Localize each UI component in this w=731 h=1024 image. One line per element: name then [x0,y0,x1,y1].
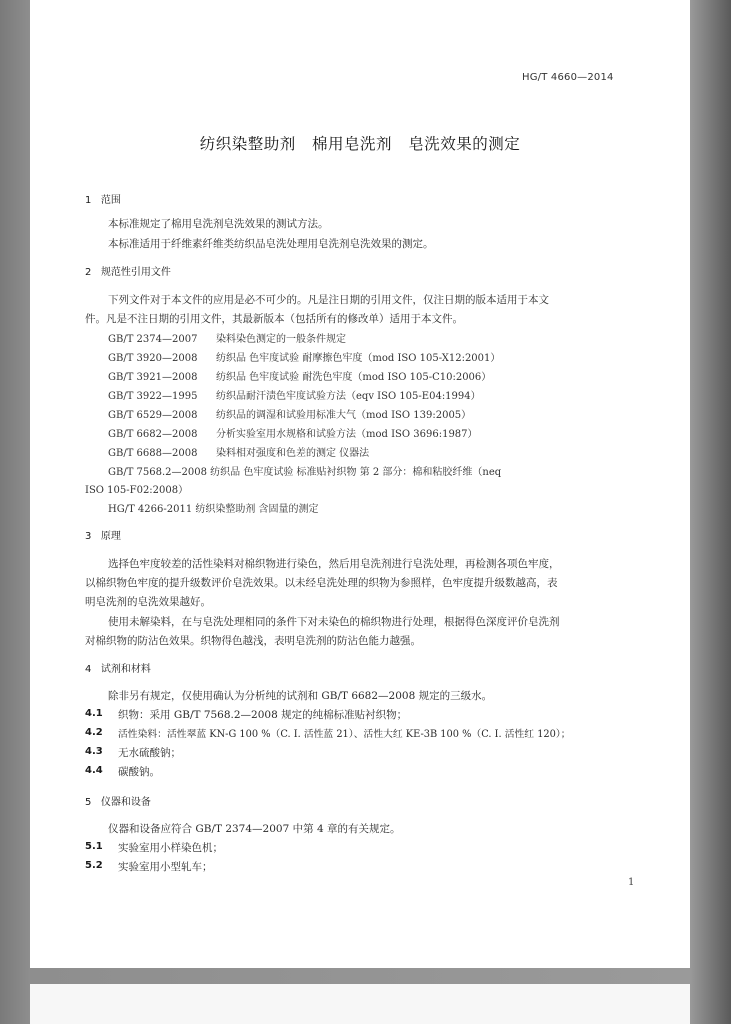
reference-item: GB/T 3922—1995 纺织品耐汗渍色牢度试验方法（eqv ISO 105-E04:1994） [108,391,481,402]
paragraph: 对棉织物的防沾色效果。织物得色越浅，表明皂洗剂的防沾色能力越强。 [85,635,421,647]
section-number: 4 [85,664,92,675]
reference-item: GB/T 2374—2007 染料染色测定的一般条件规定 [108,334,346,345]
section-title: 规范性引用文件 [100,267,171,278]
section-number: 2 [85,267,92,278]
clause-number: 4.2 [85,727,103,738]
section-2-heading [85,263,171,278]
next-page-edge [30,984,690,1024]
clause-number: 4.3 [85,746,103,757]
reference-item: HG/T 4266-2011 纺织染整助剂 含固量的测定 [108,504,319,515]
section-number: 1 [85,195,92,206]
section-number: 3 [85,531,92,542]
reference-item-continued: ISO 105-F02:2008） [85,485,189,496]
paragraph: 下列文件对于本文件的应用是必不可少的。凡是注日期的引用文件，仅注日期的版本适用于本文 [108,294,549,306]
reference-item: GB/T 6688—2008 染料相对强度和色差的测定 仪器法 [108,448,370,459]
paragraph: 选择色牢度较差的活性染料对棉织物进行染色，然后用皂洗剂进行皂洗处理，再检测各项色牢度， [108,558,560,570]
clause-number: 4.4 [85,765,103,776]
paragraph: 使用未解染料，在与皂洗处理相同的条件下对未染色的棉织物进行处理，根据得色深度评价皂洗剂 [108,616,560,628]
section-4-heading [85,660,151,675]
paragraph: 明皂洗剂的皂洗效果越好。 [85,596,211,608]
clause-text: 实验室用小型轧车； [118,861,213,873]
section-title: 仪器和设备 [100,797,151,808]
clause-number: 5.2 [85,860,103,871]
clause-number: 5.1 [85,841,103,852]
reference-item: GB/T 3920—2008 纺织品 色牢度试验 耐摩擦色牢度（mod ISO 105-X12:2001） [108,353,501,364]
clause-text: 活性染料：活性翠蓝 KN-G 100 %（C. I. 活性蓝 21）、活性大红 KE-3B 100 %（C. I. 活性红 120）； [118,729,571,740]
section-5-heading [85,793,151,808]
paragraph: 件。凡是不注日期的引用文件，其最新版本（包括所有的修改单）适用于本文件。 [85,313,463,325]
page-title: 纺织染整助剂 棉用皂洗剂 皂洗效果的测定 [199,135,521,153]
paragraph: 除非另有规定，仅使用确认为分析纯的试剂和 GB/T 6682—2008 规定的三级水。 [108,690,493,702]
clause-text: 无水硫酸钠； [118,747,181,759]
reference-item: GB/T 3921—2008 纺织品 色牢度试验 耐洗色牢度（mod ISO 105-C10:2006） [108,372,492,383]
section-3-heading [85,527,121,542]
paragraph: 以棉织物色牢度的提升级数评价皂洗效果。以未经皂洗处理的织物为参照样，色牢度提升级数越高，表 [85,577,558,589]
clause-text: 碳酸钠。 [118,766,160,778]
paragraph: 本标准规定了棉用皂洗剂皂洗效果的测试方法。 [108,218,329,230]
page-number: 1 [628,877,635,888]
section-1-heading [85,191,121,206]
clause-text: 织物：采用 GB/T 7568.2—2008 规定的纯棉标准贴衬织物； [118,709,408,721]
paragraph: 仪器和设备应符合 GB/T 2374—2007 中第 4 章的有关规定。 [108,823,401,835]
clause-number: 4.1 [85,708,103,719]
document-page [30,0,690,968]
section-number: 5 [85,797,92,808]
reference-item: GB/T 6529—2008 纺织品的调湿和试验用标准大气（mod ISO 139:2005） [108,410,472,421]
reference-item: GB/T 7568.2—2008 纺织品 色牢度试验 标准贴衬织物 第 2 部分：棉和粘胶纤维（neq [108,467,502,478]
reference-item: GB/T 6682—2008 分析实验室用水规格和试验方法（mod ISO 3696:1987） [108,429,478,440]
section-title: 范围 [100,195,121,206]
standard-code: HG/T 4660—2014 [522,72,614,83]
paragraph: 本标准适用于纤维素纤维类纺织品皂洗处理用皂洗剂皂洗效果的测定。 [108,238,434,250]
section-title: 原理 [100,531,121,542]
clause-text: 实验室用小样染色机； [118,842,223,854]
section-title: 试剂和材料 [100,664,151,675]
